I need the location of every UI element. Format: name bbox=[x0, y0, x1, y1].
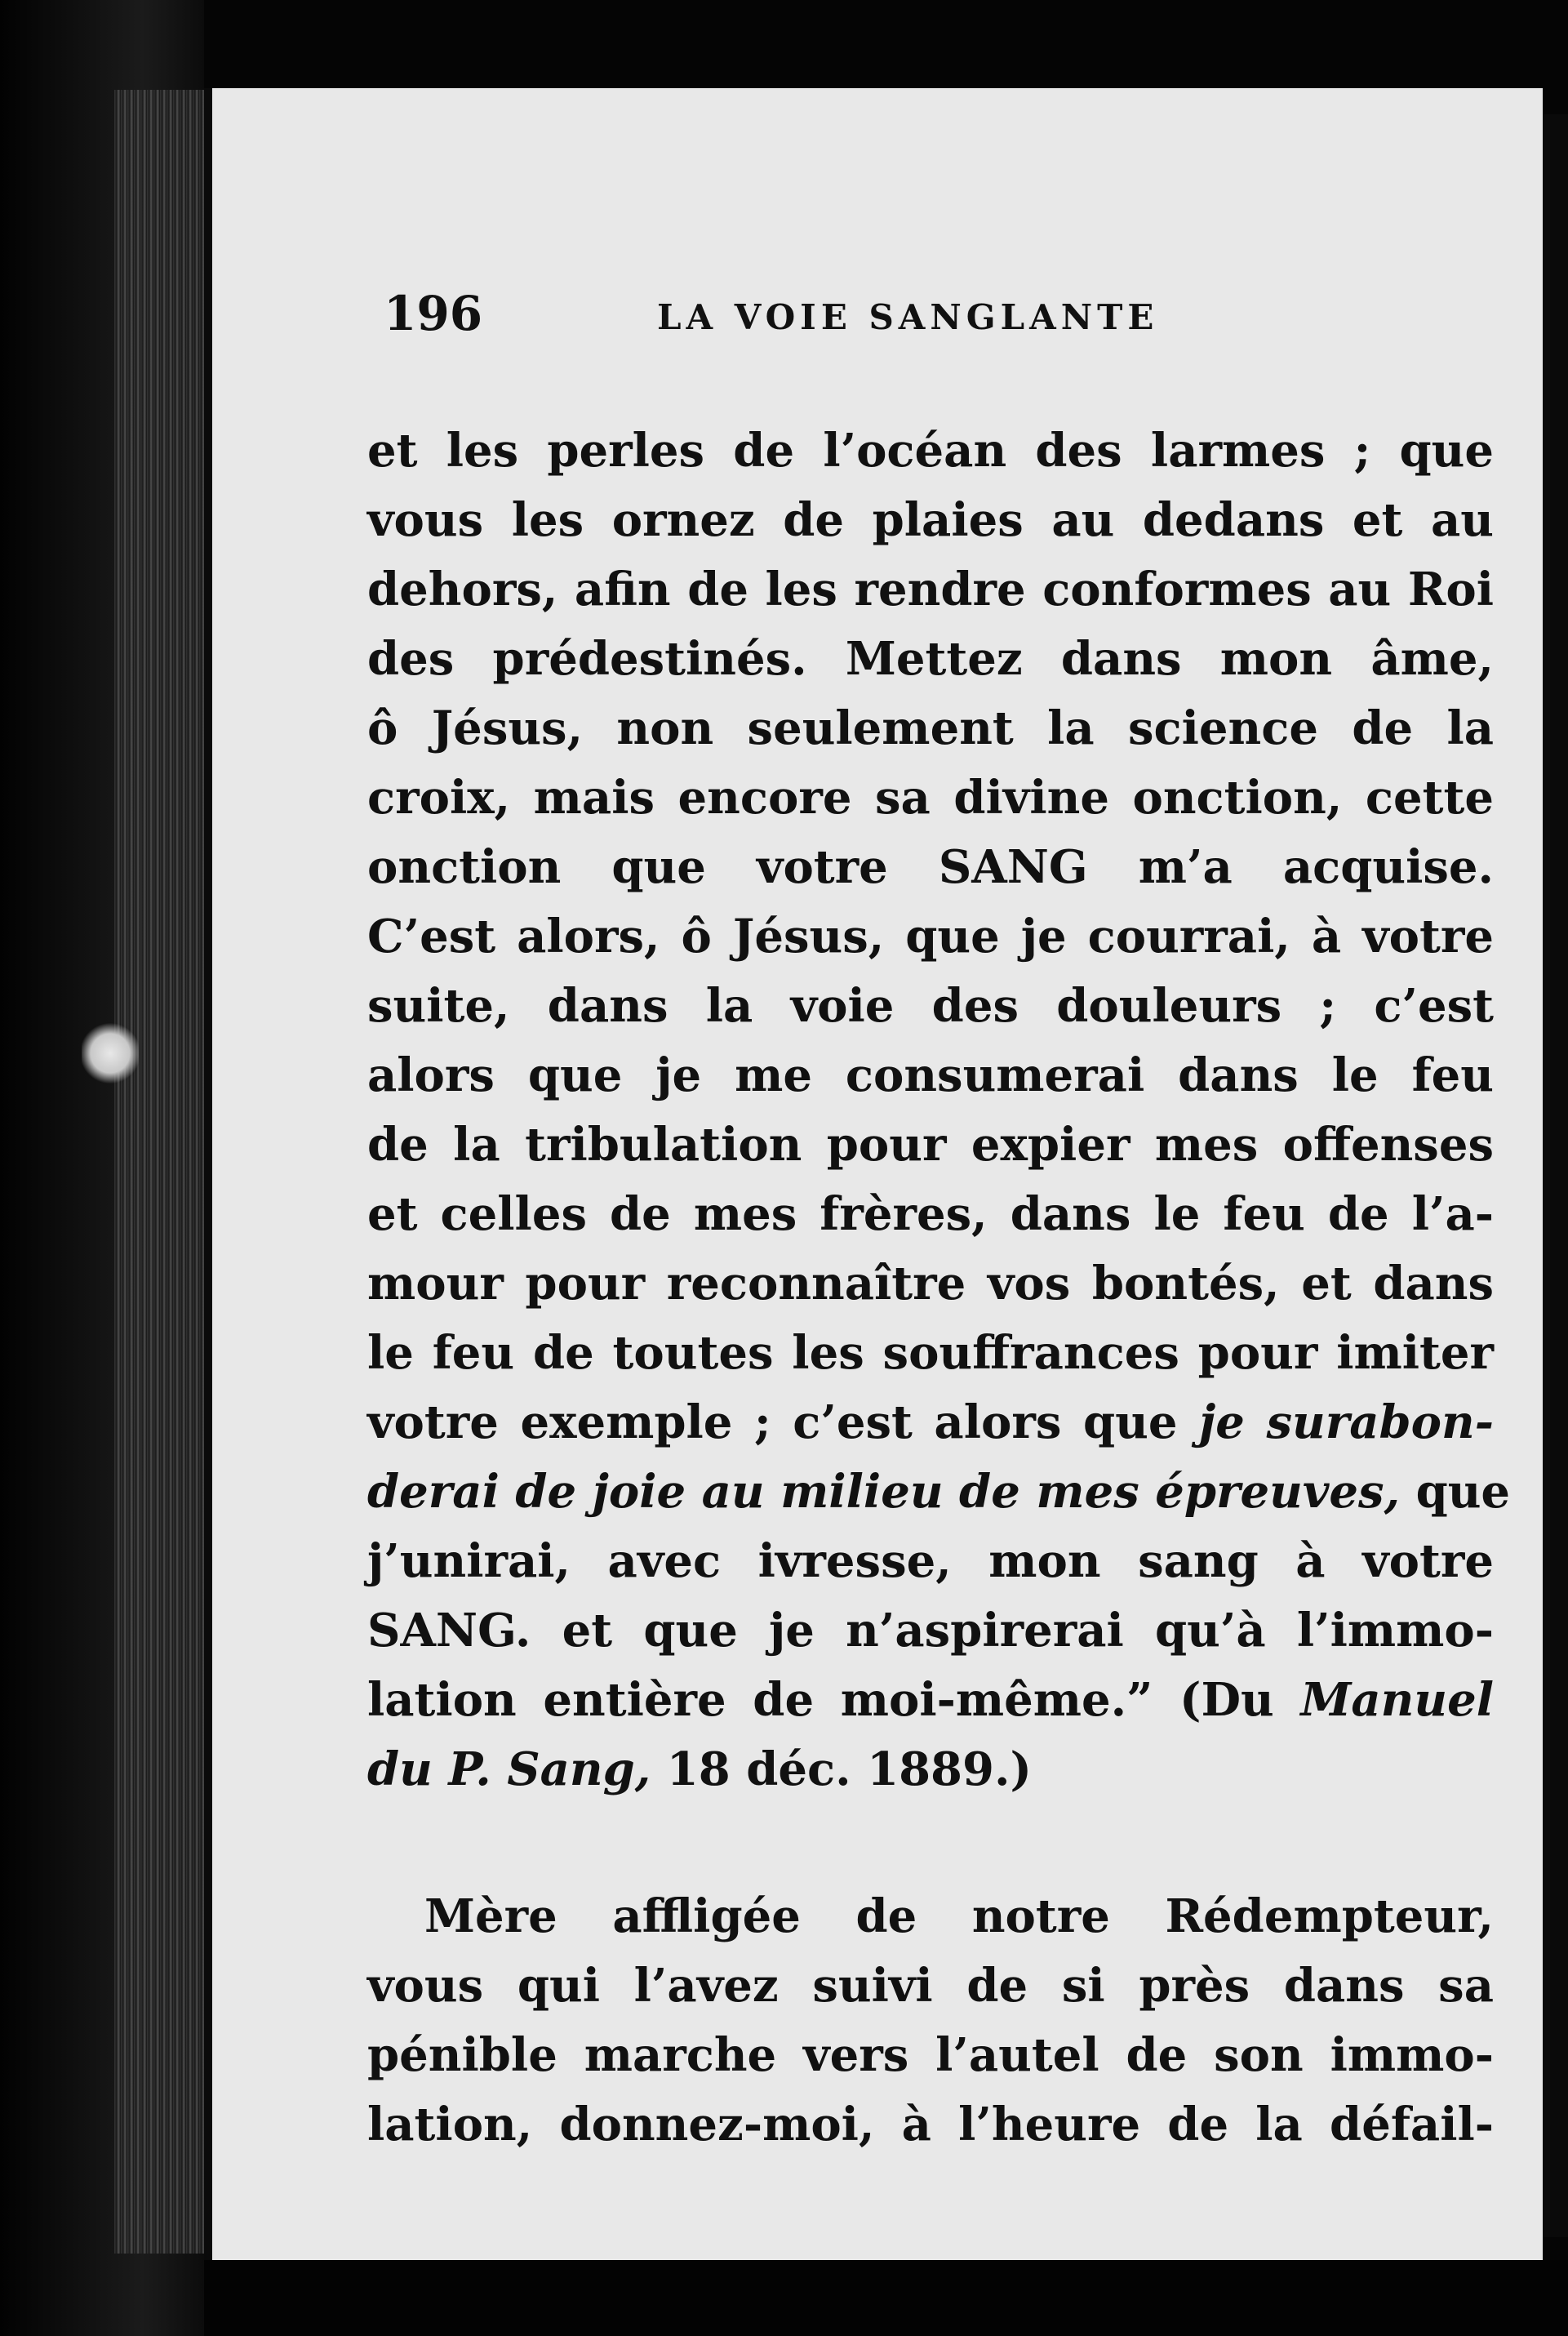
small-caps-segment: SANG. bbox=[367, 1604, 531, 1657]
running-title: LA VOIE SANGLANTE bbox=[657, 297, 1159, 337]
page-header bbox=[384, 286, 1510, 351]
page-edges bbox=[114, 90, 204, 2254]
text-line: suite, dans la voie des douleurs ; c’est bbox=[367, 979, 1494, 1033]
text-line: lation, donnez-moi, à l’heure de la défail- bbox=[367, 2098, 1494, 2151]
text-line: C’est alors, ô Jésus, que je courrai, à votre bbox=[367, 910, 1494, 963]
text-line: le feu de toutes les souffrances pour imiter bbox=[367, 1326, 1494, 1380]
text-segment: votre exemple ; c’est alors que bbox=[367, 1395, 1178, 1449]
text-segment: que bbox=[1415, 1465, 1511, 1519]
italic-segment: Manuel bbox=[1300, 1673, 1495, 1727]
text-line: et celles de mes frères, dans le feu de l’a- bbox=[367, 1187, 1494, 1241]
paragraph-gap bbox=[367, 1804, 1494, 1882]
body-text bbox=[367, 416, 1511, 2160]
text-line: vous les ornez de plaies au dedans et au bbox=[367, 493, 1494, 547]
text-line: Mère affligée de notre Rédempteur, bbox=[424, 1889, 1494, 1943]
text-line: des prédestinés. Mettez dans mon âme, bbox=[367, 632, 1494, 686]
text-line: mour pour reconnaître vos bontés, et dans bbox=[367, 1257, 1494, 1310]
text-segment: 18 déc. 1889.) bbox=[666, 1742, 1032, 1796]
paper-smudge bbox=[82, 1021, 139, 1086]
text-line: onction que votre SANG m’a acquise. bbox=[367, 840, 1494, 894]
text-line: j’unirai, avec ivresse, mon sang à votre bbox=[367, 1534, 1494, 1588]
text-segment: lation entière de moi-même.” (Du bbox=[367, 1673, 1274, 1727]
text-line: pénible marche vers l’autel de son immo- bbox=[367, 2028, 1494, 2082]
bottom-edge-shadow bbox=[204, 2260, 1568, 2336]
page-number: 196 bbox=[384, 286, 483, 341]
italic-segment: derai de joie au milieu de mes épreuves, bbox=[367, 1465, 1401, 1519]
italic-segment: du P. Sang, bbox=[367, 1742, 651, 1796]
text-line-mixed bbox=[367, 1666, 1494, 1735]
text-line: de la tribulation pour expier mes offenses bbox=[367, 1118, 1494, 1172]
text-line-mixed bbox=[367, 1388, 1494, 1457]
text-line: dehors, afin de les rendre conformes au Roi bbox=[367, 563, 1494, 616]
text-line: alors que je me consumerai dans le feu bbox=[367, 1048, 1494, 1102]
text-segment: et que je n’aspirerai qu’à l’immo- bbox=[562, 1604, 1495, 1657]
text-line: ô Jésus, non seulement la science de la bbox=[367, 701, 1494, 755]
text-line-mixed bbox=[367, 1457, 1511, 1527]
text-line-mixed bbox=[367, 1735, 1494, 1804]
text-line-mixed bbox=[367, 1596, 1494, 1666]
text-line: croix, mais encore sa divine onction, cette bbox=[367, 771, 1494, 825]
text-line: vous qui l’avez suivi de si près dans sa bbox=[367, 1959, 1494, 2013]
text-line: et les perles de l’océan des larmes ; que bbox=[367, 424, 1494, 478]
italic-segment: je surabon- bbox=[1199, 1395, 1494, 1449]
right-edge-shadow bbox=[1543, 114, 1568, 2237]
